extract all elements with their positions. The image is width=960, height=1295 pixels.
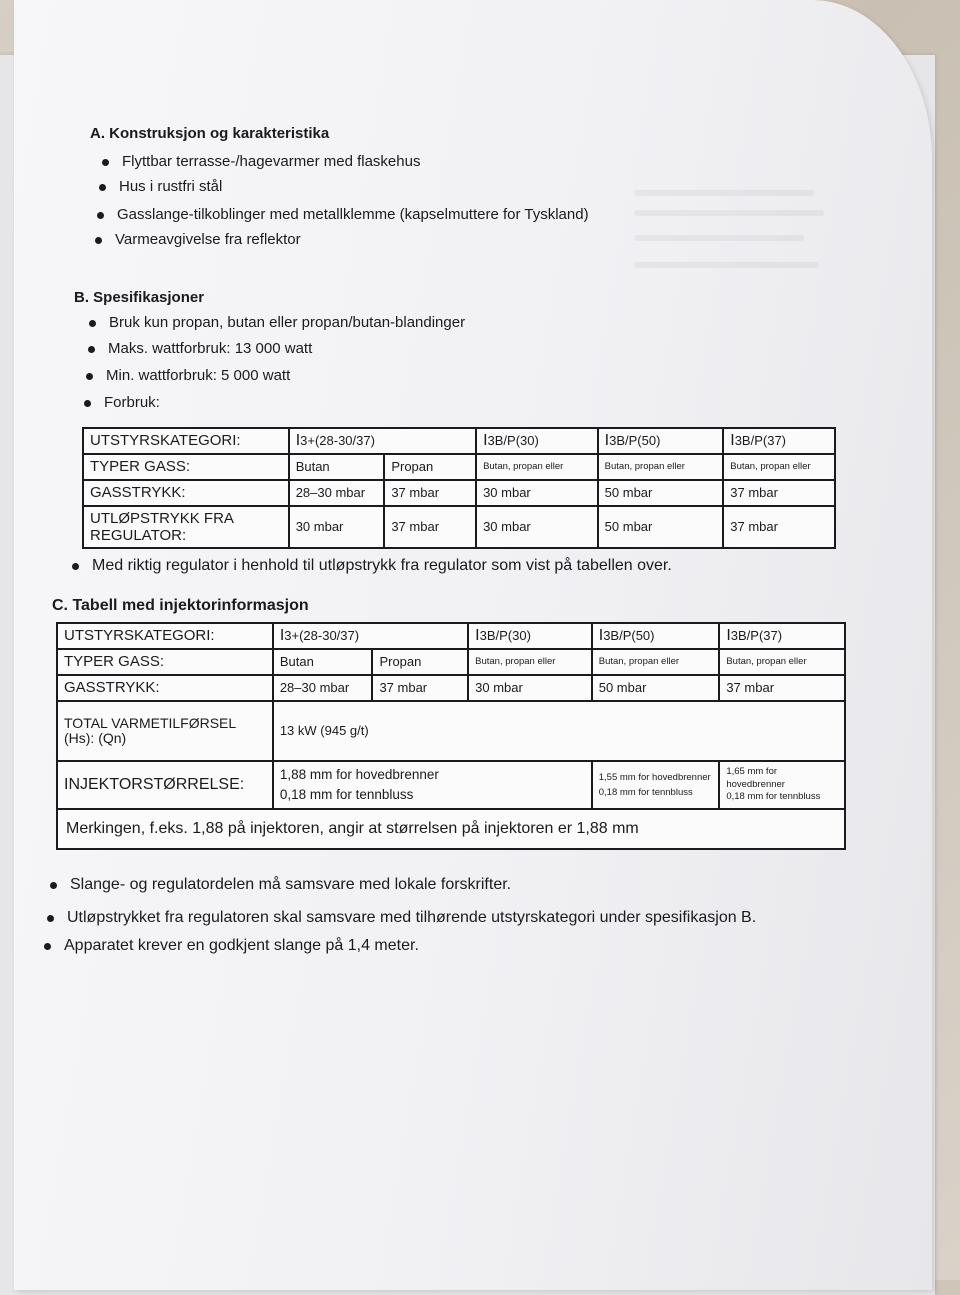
table-cell: 37 mbar xyxy=(719,675,845,701)
row-label: INJEKTORSTØRRELSE: xyxy=(57,761,273,809)
category-cell: I3+(28-30/37) xyxy=(289,428,476,454)
table-row xyxy=(83,454,835,480)
table-cell: 37 mbar xyxy=(723,480,835,506)
list-item: Min. wattforbruk: 5 000 watt xyxy=(106,367,290,384)
table-cell: 28–30 mbar xyxy=(289,480,385,506)
table-cell: Butan, propan eller xyxy=(468,649,592,675)
table-cell: 1,88 mm for hovedbrenner 0,18 mm for tennbluss xyxy=(273,761,592,809)
list-item: Slange- og regulatordelen må samsvare med lokale forskrifter. xyxy=(70,876,511,894)
table-note: Merkingen, f.eks. 1,88 på injektoren, angir at størrelsen på injektoren er 1,88 mm xyxy=(57,809,845,849)
bleed-through-line xyxy=(634,190,814,196)
row-label: GASSTRYKK: xyxy=(83,480,289,506)
bullet-dot xyxy=(50,882,57,889)
table-cell: 13 kW (945 g/t) xyxy=(273,701,845,761)
list-item: Hus i rustfri stål xyxy=(119,178,222,195)
table-cell: 30 mbar xyxy=(476,480,598,506)
table-cell: 30 mbar xyxy=(476,506,598,548)
table-cell: 50 mbar xyxy=(598,480,724,506)
table-cell: 50 mbar xyxy=(598,506,724,548)
category-cell: I3B/P(30) xyxy=(476,428,598,454)
row-label: UTLØPSTRYKK FRA REGULATOR: xyxy=(83,506,289,548)
list-item: Utløpstrykket fra regulatoren skal samsvare med tilhørende utstyrskategori under spesifikasjon B. xyxy=(67,909,756,927)
table-cell: 50 mbar xyxy=(592,675,720,701)
category-cell: I3B/P(50) xyxy=(592,623,720,649)
bullet-dot xyxy=(44,943,51,950)
row-label: TYPER GASS: xyxy=(83,454,289,480)
bullet-dot xyxy=(84,400,91,407)
bleed-through-line xyxy=(634,235,804,241)
bullet-dot xyxy=(47,915,54,922)
table-row xyxy=(83,428,835,454)
table-row xyxy=(83,506,835,548)
table-cell: 1,65 mm for hovedbrenner 0,18 mm for tennbluss xyxy=(719,761,845,809)
list-item: Med riktig regulator i henhold til utløpstrykk fra regulator som vist på tabellen over. xyxy=(92,557,672,575)
table-cell: 37 mbar xyxy=(384,506,476,548)
table-row xyxy=(57,701,845,761)
list-item: Maks. wattforbruk: 13 000 watt xyxy=(108,340,312,357)
table-cell: 37 mbar xyxy=(723,506,835,548)
bullet-dot xyxy=(72,563,79,570)
bleed-through-line xyxy=(634,210,824,216)
bullet-dot xyxy=(102,159,109,166)
table-row xyxy=(83,480,835,506)
table-cell: 37 mbar xyxy=(372,675,468,701)
row-label: TOTAL VARMETILFØRSEL (Hs): (Qn) xyxy=(57,701,273,761)
table-cell: 37 mbar xyxy=(384,480,476,506)
table-cell: Propan xyxy=(372,649,468,675)
bullet-dot xyxy=(88,346,95,353)
row-label: UTSTYRSKATEGORI: xyxy=(57,623,273,649)
list-item: Gasslange-tilkoblinger med metallklemme (kapselmuttere for Tyskland) xyxy=(117,206,589,223)
table-cell: Butan, propan eller xyxy=(592,649,720,675)
section-a-heading: A. Konstruksjon og karakteristika xyxy=(90,125,330,142)
table-cell: Propan xyxy=(384,454,476,480)
bullet-dot xyxy=(86,373,93,380)
section-b-heading: B. Spesifikasjoner xyxy=(74,289,205,306)
table-row xyxy=(57,649,845,675)
list-item: Apparatet krever en godkjent slange på 1,4 meter. xyxy=(64,937,419,955)
table-row xyxy=(57,675,845,701)
table-cell: Butan, propan eller xyxy=(723,454,835,480)
section-c-heading: C. Tabell med injektorinformasjon xyxy=(52,597,309,614)
table-cell: Butan xyxy=(273,649,373,675)
bleed-through-line xyxy=(634,262,819,268)
list-item: Forbruk: xyxy=(104,394,160,411)
category-cell: I3B/P(50) xyxy=(598,428,724,454)
table-cell: 1,55 mm for hovedbrenner 0,18 mm for tennbluss xyxy=(592,761,720,809)
bullet-dot xyxy=(95,237,102,244)
list-item: Bruk kun propan, butan eller propan/butan-blandinger xyxy=(109,314,465,331)
row-label: TYPER GASS: xyxy=(57,649,273,675)
consumption-table xyxy=(82,427,836,549)
category-cell: I3B/P(37) xyxy=(719,623,845,649)
bullet-dot xyxy=(99,184,106,191)
table-cell: Butan, propan eller xyxy=(719,649,845,675)
row-label: UTSTYRSKATEGORI: xyxy=(83,428,289,454)
row-label: GASSTRYKK: xyxy=(57,675,273,701)
table-cell: Butan, propan eller xyxy=(598,454,724,480)
table-cell: 30 mbar xyxy=(289,506,385,548)
list-item: Flyttbar terrasse-/hagevarmer med flaskehus xyxy=(122,153,420,170)
table-cell: 30 mbar xyxy=(468,675,592,701)
bullet-dot xyxy=(89,320,96,327)
table-cell: Butan, propan eller xyxy=(476,454,598,480)
table-row xyxy=(57,623,845,649)
category-cell: I3+(28-30/37) xyxy=(273,623,468,649)
bullet-dot xyxy=(97,212,104,219)
table-row xyxy=(57,809,845,849)
category-cell: I3B/P(30) xyxy=(468,623,592,649)
table-cell: 28–30 mbar xyxy=(273,675,373,701)
table-cell: Butan xyxy=(289,454,385,480)
category-cell: I3B/P(37) xyxy=(723,428,835,454)
table-row xyxy=(57,761,845,809)
injector-table xyxy=(56,622,846,850)
list-item: Varmeavgivelse fra reflektor xyxy=(115,231,301,248)
